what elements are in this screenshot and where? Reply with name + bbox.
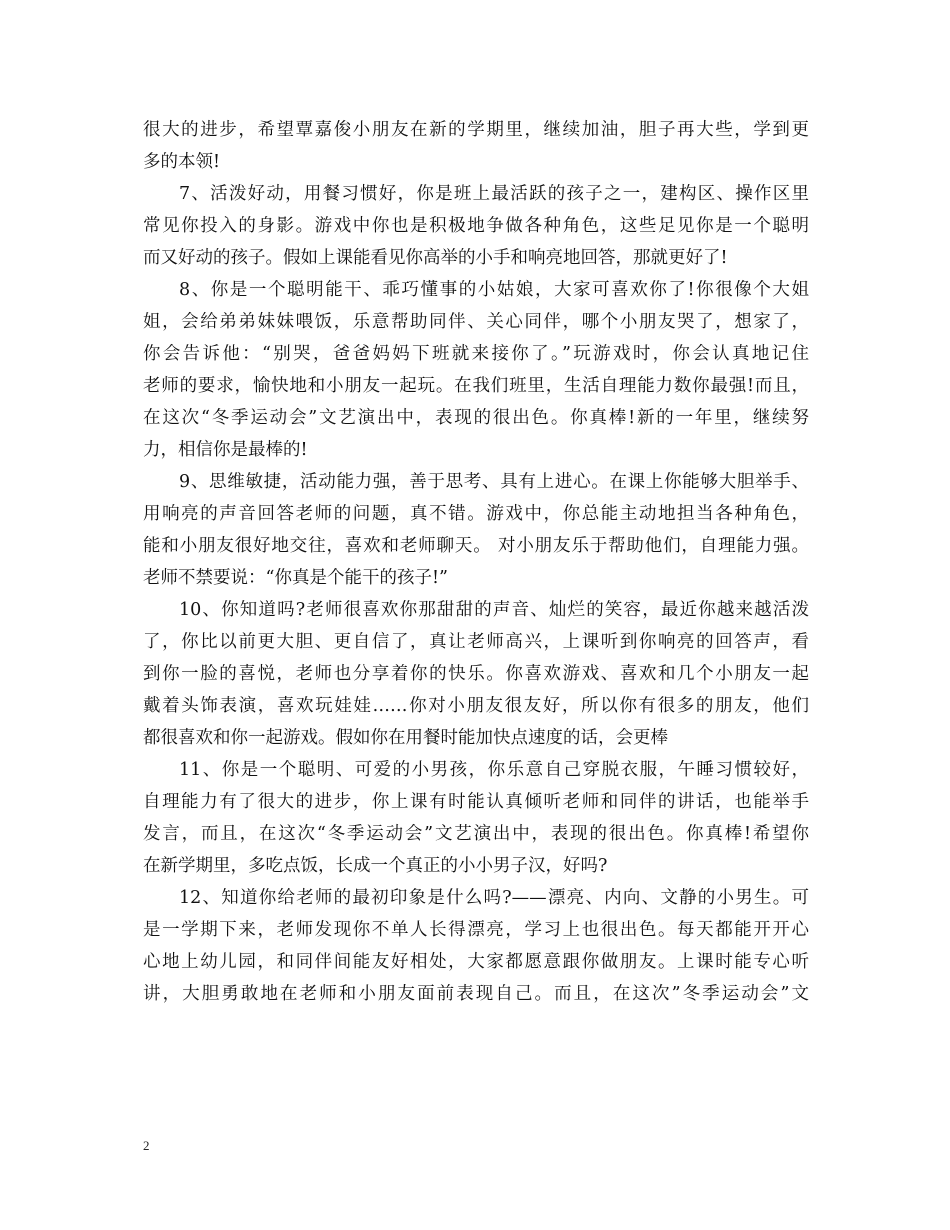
text-line: 戴着头饰表演，喜欢玩娃娃……你对小朋友很友好，所以你有很多的朋友，他们 <box>143 696 809 716</box>
text-line: 讲，大胆勇敢地在老师和小朋友面前表现自己。而且，在这次”冬季运动会”文 <box>143 984 809 1004</box>
paragraph-comment-11 <box>143 754 809 882</box>
text-line: 用响亮的声音回答老师的问题，真不错。游戏中，你总能主动地担当各种角色， <box>143 504 809 524</box>
paragraph-comment-12 <box>143 882 809 1010</box>
text-line: 在新学期里，多吃点饭，长成一个真正的小小男子汉，好吗? <box>143 856 608 876</box>
text-line: 老师的要求，愉快地和小朋友一起玩。在我们班里，生活自理能力数你最强!而且， <box>143 376 809 396</box>
text-line: 而又好动的孩子。假如上课能看见你高举的小手和响亮地回答，那就更好了! <box>143 248 728 268</box>
text-line: 在这次“冬季运动会”文艺演出中，表现的很出色。你真棒!新的一年里，继续努 <box>143 408 809 428</box>
paragraph-comment-10 <box>143 594 809 754</box>
text-line: 能和小朋友很好地交往，喜欢和老师聊天。 对小朋友乐于帮助他们，自理能力强。 <box>143 536 809 556</box>
paragraph-continuation <box>143 114 809 178</box>
text-line: 7、活泼好动，用餐习惯好，你是班上最活跃的孩子之一，建构区、操作区里 <box>179 184 809 204</box>
text-line: 发言，而且，在这次“冬季运动会”文艺演出中，表现的很出色。你真棒!希望你 <box>143 824 809 844</box>
text-line: 9、思维敏捷，活动能力强，善于思考、具有上进心。在课上你能够大胆举手、 <box>179 472 809 492</box>
page-number: 2 <box>143 1138 150 1153</box>
text-line: 常见你投入的身影。游戏中你也是积极地争做各种角色，这些足见你是一个聪明 <box>143 216 809 236</box>
text-line: 心地上幼儿园，和同伴间能友好相处，大家都愿意跟你做朋友。上课时能专心听 <box>143 952 809 972</box>
text-line: 多的本领! <box>143 152 221 172</box>
text-line: 力，相信你是最棒的! <box>143 440 308 460</box>
text-line: 是一学期下来，老师发现你不单人长得漂亮，学习上也很出色。每天都能开开心 <box>143 920 809 940</box>
text-line: 都很喜欢和你一起游戏。假如你在用餐时能加快点速度的话，会更棒 <box>143 728 668 748</box>
text-line: 11、你是一个聪明、可爱的小男孩，你乐意自己穿脱衣服，午睡习惯较好， <box>179 760 809 780</box>
text-line: 姐，会给弟弟妹妹喂饭，乐意帮助同伴、关心同伴，哪个小朋友哭了，想家了， <box>143 312 809 332</box>
paragraph-comment-7 <box>143 178 809 274</box>
text-line: 老师不禁要说：“你真是个能干的孩子!” <box>143 568 448 588</box>
paragraph-comment-8 <box>143 274 809 466</box>
text-line: 12、知道你给老师的最初印象是什么吗?——漂亮、内向、文静的小男生。可 <box>179 888 809 908</box>
text-line: 自理能力有了很大的进步，你上课有时能认真倾听老师和同伴的讲话，也能举手 <box>143 792 809 812</box>
text-line: 到你一脸的喜悦，老师也分享着你的快乐。你喜欢游戏、喜欢和几个小朋友一起 <box>143 664 809 684</box>
text-line: 了，你比以前更大胆、更自信了，真让老师高兴，上课听到你响亮的回答声，看 <box>143 632 809 652</box>
text-line: 很大的进步，希望覃嘉俊小朋友在新的学期里，继续加油，胆子再大些，学到更 <box>143 120 809 140</box>
text-line: 10、你知道吗?老师很喜欢你那甜甜的声音、灿烂的笑容，最近你越来越活泼 <box>179 600 809 620</box>
text-line: 8、你是一个聪明能干、乖巧懂事的小姑娘，大家可喜欢你了!你很像个大姐 <box>179 280 809 300</box>
document-body <box>143 114 809 1010</box>
paragraph-comment-9 <box>143 466 809 594</box>
text-line: 你会告诉他：“别哭，爸爸妈妈下班就来接你了。”玩游戏时，你会认真地记住 <box>143 344 809 364</box>
